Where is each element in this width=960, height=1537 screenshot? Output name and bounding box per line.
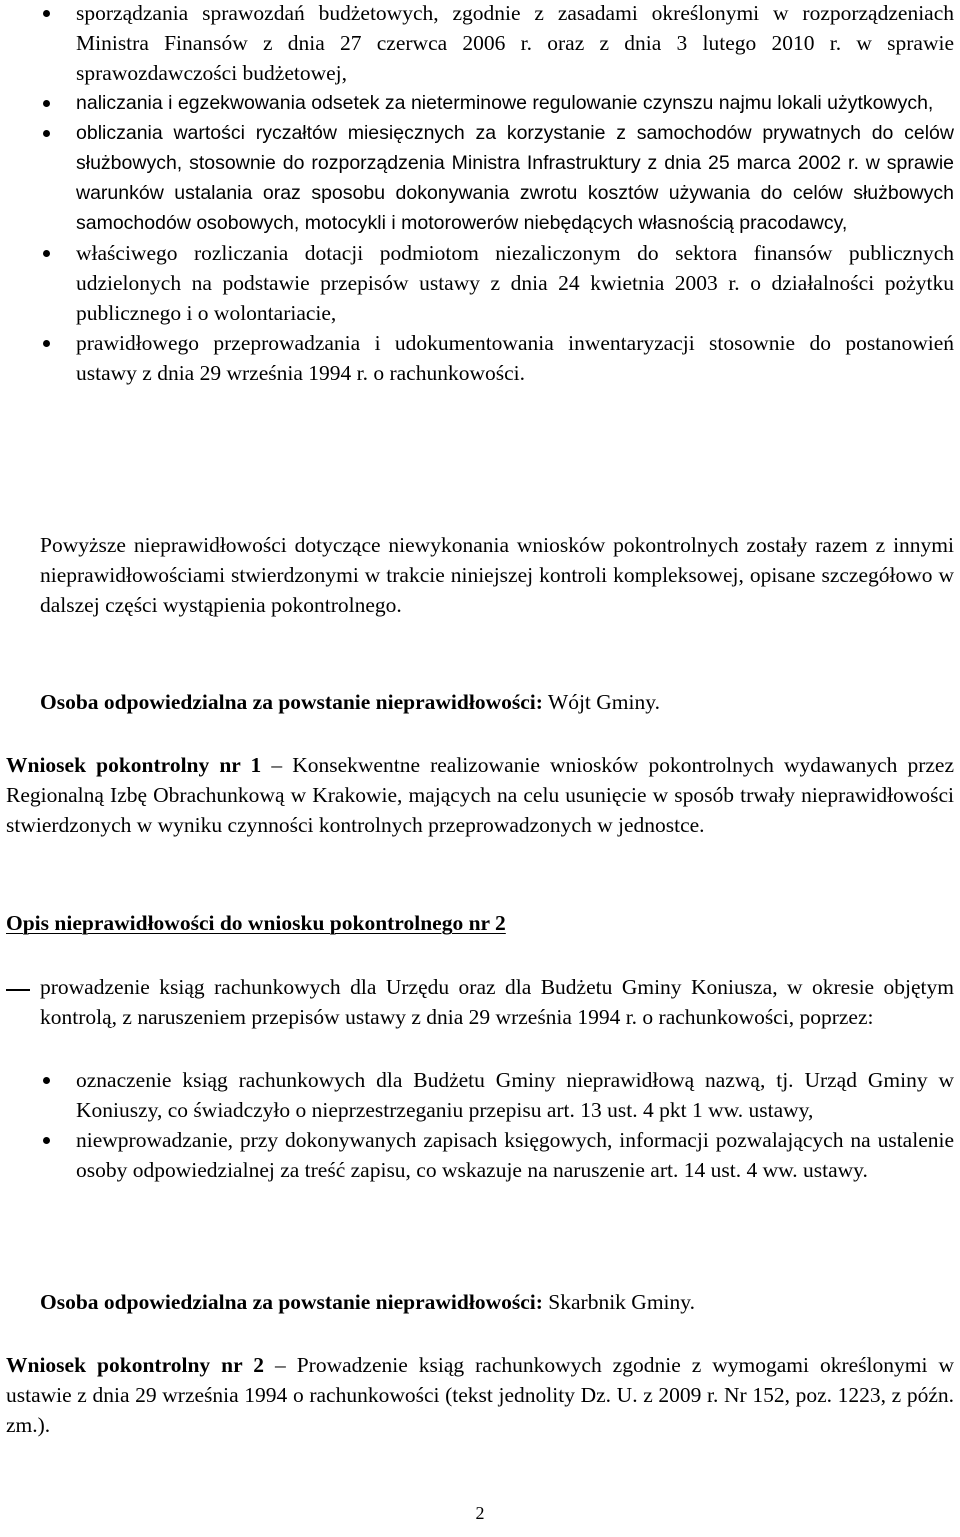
page-number: 2 — [475, 1503, 485, 1523]
responsible-value: Skarbnik Gminy. — [542, 1290, 696, 1314]
bullet-text: niewprowadzanie, przy dokonywanych zapisach księgowych, informacji pozwalających na ustalenie osoby odpowiedzialnej za treść zapisu, co wskazuje na naruszenie art. 14 ust. 4 ww. ustawy. — [76, 1128, 954, 1182]
sub-bullet-list — [76, 1065, 954, 1185]
bullet-item — [76, 118, 954, 238]
summary-paragraph: Powyższe nieprawidłowości dotyczące niewykonania wniosków pokontrolnych zostały razem z innymi nieprawidłowościami stwierdzonymi w trakcie niniejszej kontroli kompleksowej, opisane szczegółowo w dalszej części wystąpienia pokontrolnego. — [40, 533, 954, 617]
responsible-label: Osoba odpowiedzialna za powstanie nieprawidłowości: — [40, 1290, 543, 1314]
bullet-item — [76, 1125, 954, 1185]
bullet-text: sporządzania sprawozdań budżetowych, zgodnie z zasadami określonymi w rozporządzeniach Ministra Finansów z dnia 27 czerwca 2006 r. oraz z dnia 3 lutego 2010 r. w sprawie sprawozdawczości budżetowej, — [76, 1, 954, 85]
dash-item: prowadzenie ksiąg rachunkowych dla Urzędu oraz dla Budżetu Gminy Koniusza, w okresie objętym kontrolą, z naruszeniem przepisów ustawy z dnia 29 września 1994 r. o rachunkowości, poprzez: — [40, 975, 954, 1029]
wniosek-label: Wniosek pokontrolny nr 2 — [6, 1353, 264, 1377]
wniosek-pokontrolny-1 — [6, 750, 954, 840]
top-bullet-list — [76, 0, 954, 388]
bullet-item — [76, 1065, 954, 1125]
bullet-text: właściwego rozliczania dotacji podmiotom niezaliczonym do sektora finansów publicznych udzielonych na podstawie przepisów ustawy z dnia 24 kwietnia 2003 r. o działalności pożytku publicznego i o wolontariacie, — [76, 241, 954, 325]
bullet-item — [76, 88, 954, 118]
responsible-person-line — [40, 1287, 954, 1317]
bullet-text: prawidłowego przeprowadzania i udokumentowania inwentaryzacji stosownie do postanowień ustawy z dnia 29 września 1994 r. o rachunkowości. — [76, 331, 954, 385]
section-heading-text: Opis nieprawidłowości do wniosku pokontrolnego nr 2 — [6, 911, 506, 935]
section-heading — [6, 908, 954, 938]
responsible-label: Osoba odpowiedzialna za powstanie nieprawidłowości: — [40, 690, 543, 714]
responsible-value: Wójt Gminy. — [542, 690, 660, 714]
bullet-text: obliczania wartości ryczałtów miesięcznych za korzystanie z samochodów prywatnych do celów służbowych, stosownie do rozporządzenia Ministra Infrastruktury z dnia 25 marca 2002 r. w sprawie warunków ustalania oraz sposobu dokonywania zwrotu kosztów używania do celów służbowych samochodów osobowych, motocykli i motorowerów niebędących własnością pracodawcy, — [76, 122, 954, 234]
dash-marker — [6, 989, 30, 991]
bullet-item — [76, 0, 954, 88]
responsible-person-line — [40, 687, 954, 717]
bullet-text: naliczania i egzekwowania odsetek za nieterminowe regulowanie czynszu najmu lokali użytkowych, — [76, 92, 934, 114]
bullet-item — [76, 328, 954, 388]
wniosek-label: Wniosek pokontrolny nr 1 — [6, 753, 262, 777]
wniosek-pokontrolny-2 — [6, 1350, 954, 1440]
bullet-text: oznaczenie ksiąg rachunkowych dla Budżetu Gminy nieprawidłową nazwą, tj. Urząd Gminy w Koniuszy, co świadczyło o nieprzestrzeganiu przepisu art. 13 ust. 4 pkt 1 ww. ustawy, — [76, 1068, 954, 1122]
wniosek-text: – Prowadzenie ksiąg rachunkowych zgodnie z wymogami określonymi w ustawie z dnia 29 września 1994 o rachunkowości (tekst jednolity Dz. U. z 2009 r. Nr 152, poz. 1223, z późn. zm.). — [6, 1353, 954, 1437]
wniosek-text: – Konsekwentne realizowanie wniosków pokontrolnych wydawanych przez Regionalną Izbę Obrachunkową w Krakowie, mających na celu usunięcie w sposób trwały nieprawidłowości stwierdzonych w wyniku czynności kontrolnych przeprowadzonych w jednostce. — [6, 753, 955, 837]
bullet-item — [76, 238, 954, 328]
